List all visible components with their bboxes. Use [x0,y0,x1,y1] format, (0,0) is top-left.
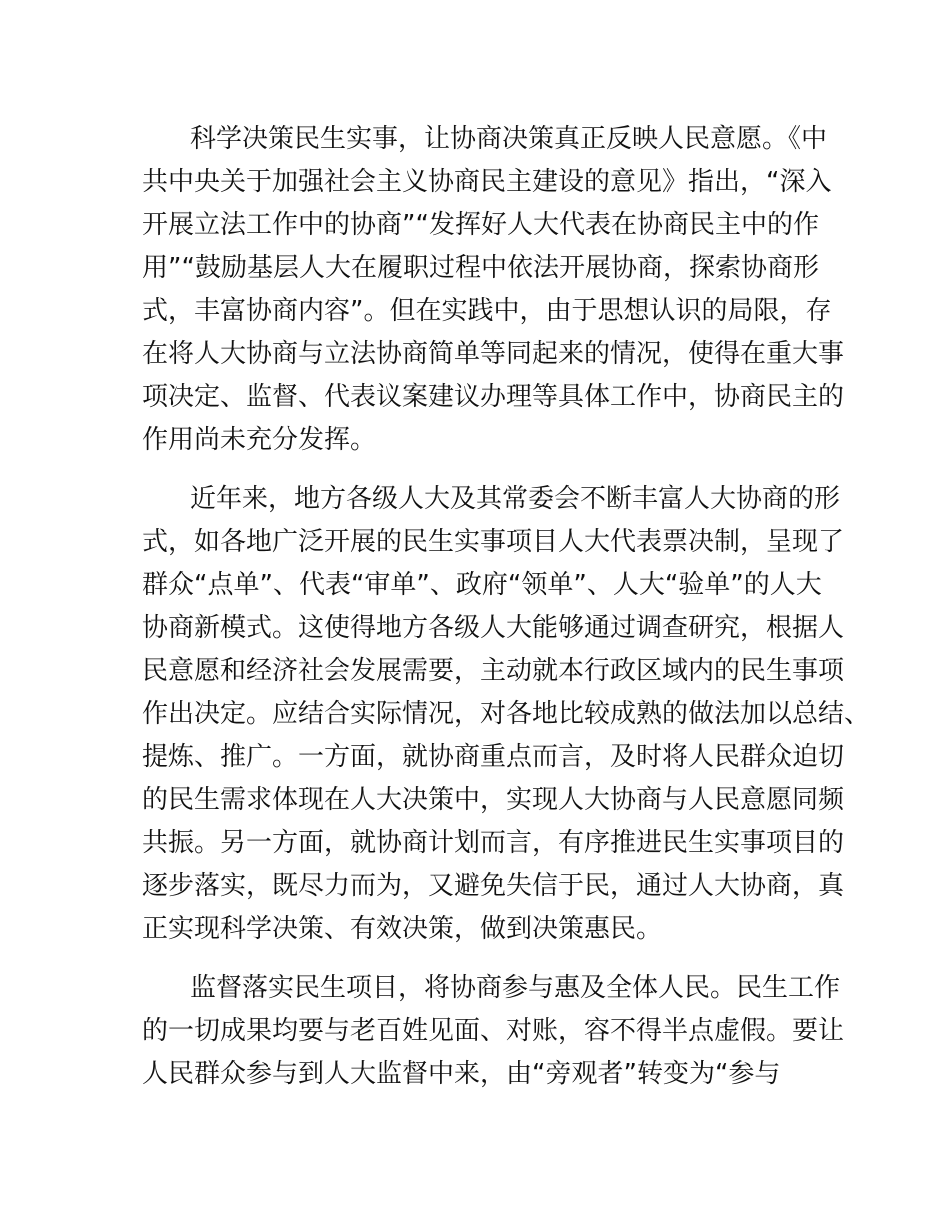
text-line: 正实现科学决策、有效决策，做到决策惠民。 [142,914,663,944]
paragraph-3 [142,967,845,1096]
text-line: 共中央关于加强社会主义协商民主建设的意见》指出，“深入 [142,167,832,197]
text-line: 协商新模式。这使得地方各级人大能够通过调查研究，根据人 [142,613,845,643]
text-line: 民意愿和经济社会发展需要，主动就本行政区域内的民生事项 [142,656,845,686]
text-line: 用”“鼓励基层人大在履职过程中依法开展协商，探索协商形 [142,253,819,283]
text-line: 式，如各地广泛开展的民生实事项目人大代表票决制，呈现了 [142,527,845,557]
text-line: 群众“点单”、代表“审单”、政府“领单”、人大“验单”的人大 [142,570,822,600]
text-line: 式，丰富协商内容”。但在实践中，由于思想认识的局限，存 [142,296,832,326]
text-line: 提炼、推广。一方面，就协商重点而言，及时将人民群众迫切 [142,742,845,772]
text-line: 科学决策民生实事，让协商决策真正反映人民意愿。《中 [190,124,828,154]
text-line: 近年来，地方各级人大及其常委会不断丰富人大协商的形 [190,484,841,514]
text-line: 逐步落实，既尽力而为，又避免失信于民，通过人大协商，真 [142,871,845,901]
text-line: 作用尚未充分发挥。 [142,425,377,455]
text-line: 作出决定。应结合实际情况，对各地比较成熟的做法加以总结、 [142,699,871,729]
paragraph-1 [142,118,845,462]
text-line: 项决定、监督、代表议案建议办理等具体工作中，协商民主的 [142,382,845,412]
text-line: 共振。另一方面，就协商计划而言，有序推进民生实事项目的 [142,828,845,858]
text-line: 的民生需求体现在人大决策中，实现人大协商与人民意愿同频 [142,785,845,815]
text-line: 的一切成果均要与老百姓见面、对账，容不得半点虚假。要让 [142,1016,845,1046]
paragraph-2 [142,478,871,951]
document-page [142,118,871,1096]
text-line: 人民群众参与到人大监督中来，由“旁观者”转变为“参与 [142,1059,781,1089]
text-line: 在将人大协商与立法协商简单等同起来的情况，使得在重大事 [142,339,845,369]
text-line: 开展立法工作中的协商”“发挥好人大代表在协商民主中的作 [142,210,819,240]
text-line: 监督落实民生项目，将协商参与惠及全体人民。民生工作 [190,973,841,1003]
